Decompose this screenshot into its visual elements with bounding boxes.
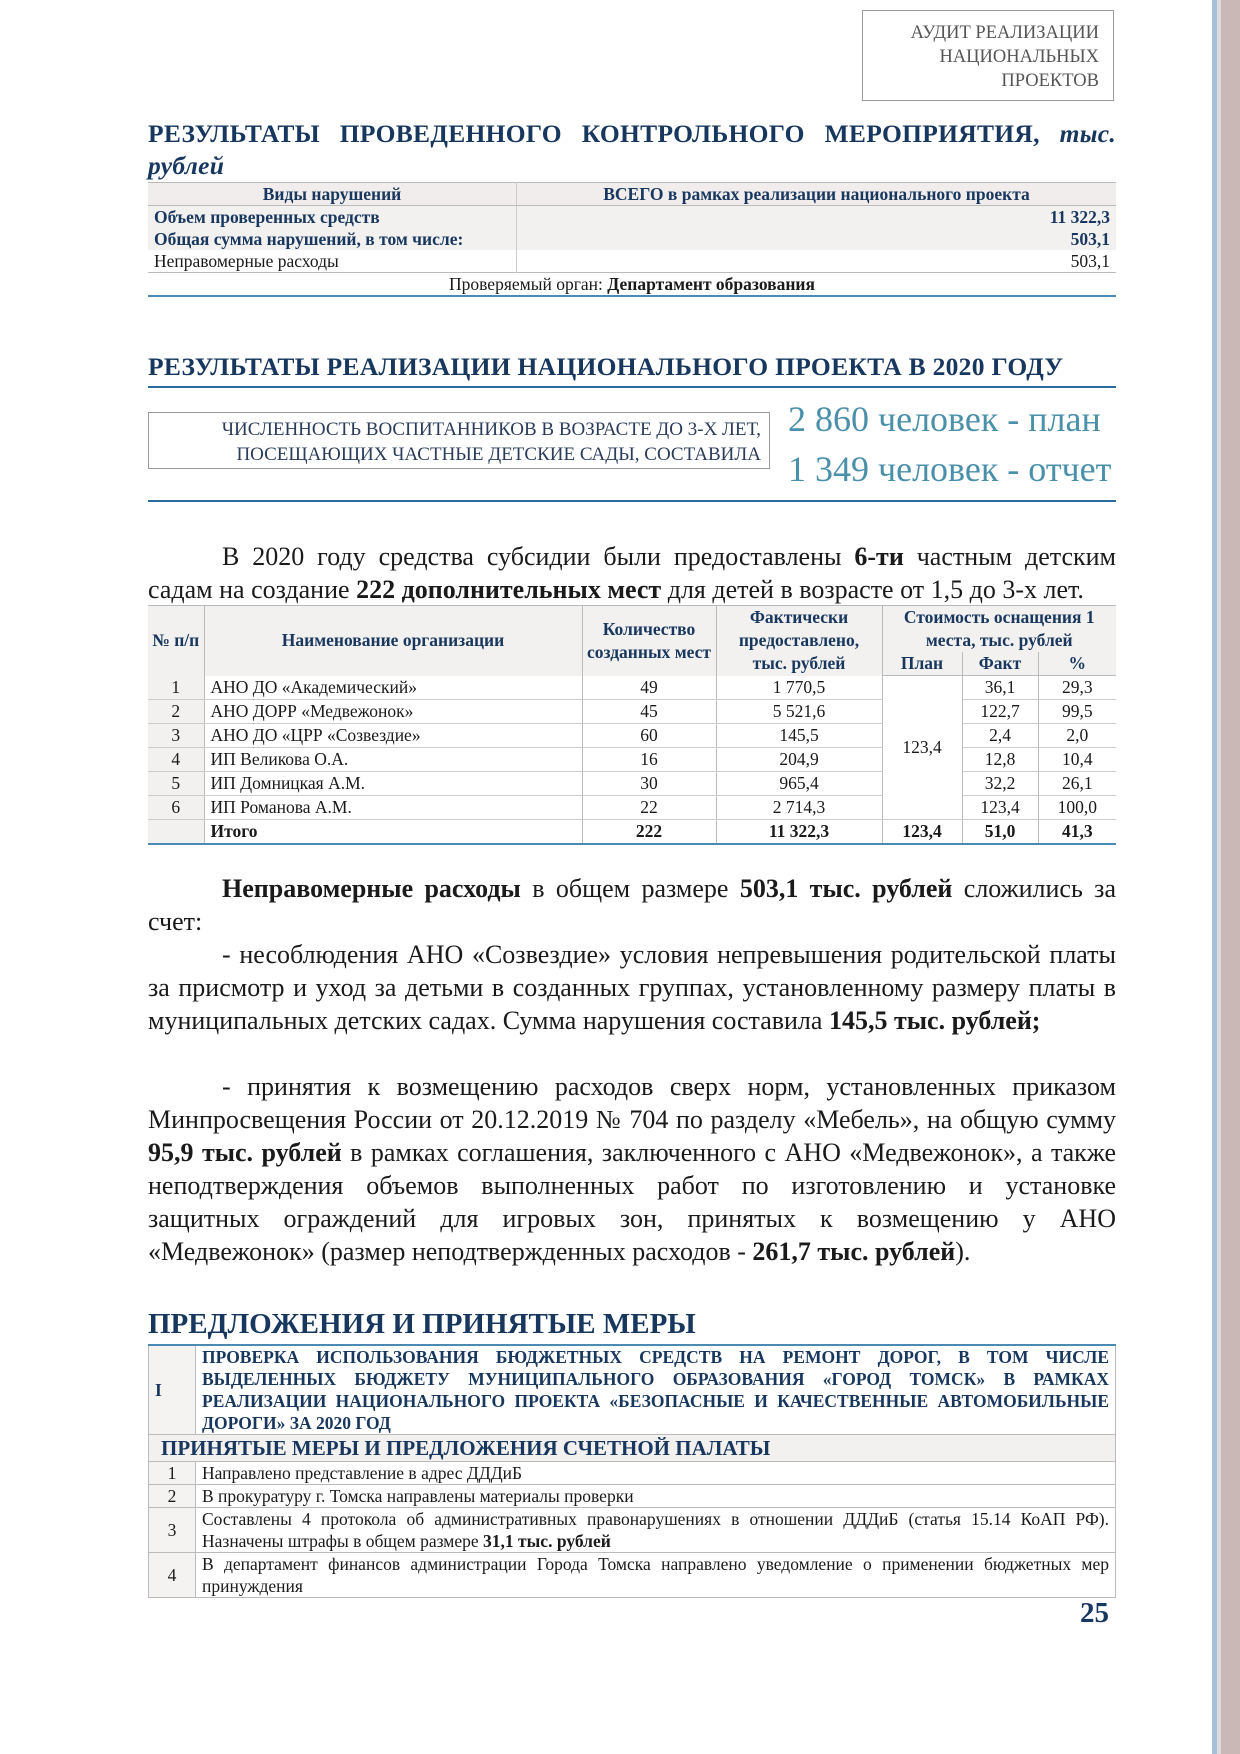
- intro-text-2: частным детским садам на создание: [148, 542, 1116, 604]
- item-fine-amount: 31,1 тыс. рублей: [483, 1531, 611, 1551]
- cell-name: ИП Великова О.А.: [204, 748, 582, 772]
- cell-no-empty: [148, 820, 204, 845]
- item-text: [196, 1508, 1116, 1553]
- violation-2-amount-2: 261,7 тыс. рублей: [752, 1237, 956, 1266]
- item-text: Направлено представление в адрес ДДДиБ: [196, 1462, 1116, 1485]
- cell-actual: 5 521,6: [716, 700, 882, 724]
- page-edge-decoration: [1212, 0, 1240, 1754]
- violations-bold-1: Неправомерные расходы: [222, 874, 521, 903]
- cell-count: 49: [582, 676, 716, 700]
- measures-table: [148, 1344, 1116, 1598]
- cell-actual: 2 714,3: [716, 796, 882, 820]
- item-number: 1: [149, 1462, 196, 1485]
- cell-no: 1: [148, 676, 204, 700]
- item-number: 4: [149, 1553, 196, 1598]
- stat-fact: 1 349 человек - отчет: [788, 449, 1112, 489]
- row-label: Общая сумма нарушений, в том числе:: [148, 228, 517, 250]
- cell-name: ИП Домницкая А.М.: [204, 772, 582, 796]
- item-text: В прокуратуру г. Томска направлены материалы проверки: [196, 1485, 1116, 1508]
- col-places-count: Количество созданных мест: [582, 606, 716, 676]
- cell-no: 5: [148, 772, 204, 796]
- cell-pct: 100,0: [1038, 796, 1116, 820]
- col-violation-types: Виды нарушений: [148, 183, 517, 206]
- stat-line-1: ЧИСЛЕННОСТЬ ВОСПИТАННИКОВ В ВОЗРАСТЕ ДО 3-Х ЛЕТ,: [221, 419, 761, 440]
- control-results-table: [148, 182, 1116, 297]
- total-row: [148, 820, 1116, 845]
- col-total: ВСЕГО в рамках реализации национального проекта: [517, 183, 1117, 206]
- section-text: ПРОВЕРКА ИСПОЛЬЗОВАНИЯ БЮДЖЕТНЫХ СРЕДСТВ НА РЕМОНТ ДОРОГ, В ТОМ ЧИСЛЕ ВЫДЕЛЕННЫХ БЮДЖЕТУ МУНИЦИПАЛЬНОГО ОБРАЗОВАНИЯ «ГОРОД ТОМСК» В РАМКАХ РЕАЛИЗАЦИИ НАЦИОНАЛЬНОГО ПРОЕКТА «БЕЗОПАСНЫЕ И КАЧЕСТВЕННЫЕ АВТОМОБИЛЬНЫЕ ДОРОГИ» ЗА 2020 ГОД: [196, 1345, 1116, 1435]
- table-row: [148, 206, 1116, 229]
- intro-paragraph: [148, 540, 1116, 606]
- row-value: 503,1: [1070, 229, 1110, 249]
- cell-actual: 1 770,5: [716, 676, 882, 700]
- total-pct: 41,3: [1038, 820, 1116, 845]
- page-number: 25: [1080, 1597, 1109, 1629]
- control-title-unit: тыс. рублей: [148, 119, 1116, 180]
- cell-fact: 32,2: [962, 772, 1038, 796]
- col-plan: План: [882, 652, 962, 676]
- row-value: 503,1: [1070, 251, 1110, 271]
- cell-count: 60: [582, 724, 716, 748]
- cell-count: 16: [582, 748, 716, 772]
- cell-no: 2: [148, 700, 204, 724]
- intro-text-1: В 2020 году средства субсидии были предоставлены: [222, 542, 855, 571]
- violations-text-1: в общем размере: [520, 874, 740, 903]
- row-label: Неправомерные расходы: [148, 250, 517, 273]
- list-item: [149, 1462, 1116, 1485]
- violation-2-amount: 95,9 тыс. рублей: [148, 1138, 342, 1167]
- item-text: В департамент финансов администрации Города Томска направлено уведомление о применении бюджетных мер принуждения: [196, 1553, 1116, 1598]
- edge-stripe-grey: [1217, 0, 1221, 1754]
- cell-actual: 145,5: [716, 724, 882, 748]
- violation-1-text: - несоблюдения АНО «Созвездие» условия непревышения родительской платы за присмотр и уход за детьми в созданных группах, установленному размеру платы в муниципальных детских садах. Сумма нарушения составила: [148, 940, 1116, 1035]
- total-label: Итого: [204, 820, 582, 845]
- col-percent: %: [1038, 652, 1116, 676]
- violation-2-text-cont: в рамках соглашения, заключенного с АНО «Медвежонок», а также неподтверждения объемов выполненных работ по изготовлению и установке защитных ограждений для игровых зон, принятых к возмещению у АНО «Медвежонок» (размер неподтвержденных расходов -: [148, 1138, 1116, 1266]
- col-fact: Факт: [962, 652, 1038, 676]
- col-equipment-cost: Стоимость оснащения 1 места, тыс. рублей: [882, 606, 1116, 653]
- cell-actual: 965,4: [716, 772, 882, 796]
- cell-count: 30: [582, 772, 716, 796]
- cell-count: 22: [582, 796, 716, 820]
- header-line-2: НАЦИОНАЛЬНЫХ: [939, 47, 1099, 67]
- item-text-main: Составлены 4 протокола об административных правонарушениях в отношении ДДДиБ (статья 15.14 КоАП РФ). Назначены штрафы в общем размере: [202, 1509, 1109, 1551]
- control-title-text: РЕЗУЛЬТАТЫ ПРОВЕДЕННОГО КОНТРОЛЬНОГО МЕРОПРИЯТИЯ,: [148, 119, 1040, 148]
- stat-plan: 2 860 человек - план: [788, 399, 1101, 439]
- control-section-title: [148, 118, 1116, 182]
- cell-name: АНО ДО «ЦРР «Созвездие»: [204, 724, 582, 748]
- total-actual: 11 322,3: [716, 820, 882, 845]
- title-underline: [148, 386, 1116, 388]
- results-section-title: РЕЗУЛЬТАТЫ РЕАЛИЗАЦИИ НАЦИОНАЛЬНОГО ПРОЕКТА В 2020 ГОДУ: [148, 352, 1064, 381]
- section-number: I: [149, 1345, 196, 1435]
- stat-line-2: ПОСЕЩАЮЩИХ ЧАСТНЫЕ ДЕТСКИЕ САДЫ, СОСТАВИЛА: [236, 444, 761, 465]
- cell-pct: 29,3: [1038, 676, 1116, 700]
- running-header: [862, 10, 1114, 101]
- col-actual-amount: Фактически предоставлено, тыс. рублей: [716, 606, 882, 676]
- table-row: [148, 676, 1116, 700]
- total-count: 222: [582, 820, 716, 845]
- total-fact: 51,0: [962, 820, 1038, 845]
- cell-fact: 36,1: [962, 676, 1038, 700]
- row-label: Объем проверенных средств: [148, 206, 517, 229]
- measures-section-title: ПРЕДЛОЖЕНИЯ И ПРИНЯТЫЕ МЕРЫ: [148, 1308, 696, 1340]
- total-plan: 123,4: [882, 820, 962, 845]
- cell-count: 45: [582, 700, 716, 724]
- col-no: № п/п: [148, 606, 204, 676]
- violations-intro: [148, 872, 1116, 938]
- audited-body-label: Проверяемый орган:: [449, 274, 603, 294]
- intro-bold-1: 6-ти: [854, 542, 904, 571]
- audited-body-name: Департамент образования: [607, 274, 815, 294]
- cell-plan-merged: 123,4: [882, 676, 962, 820]
- measures-subtitle: ПРИНЯТЫЕ МЕРЫ И ПРЕДЛОЖЕНИЯ СЧЕТНОЙ ПАЛАТЫ: [149, 1435, 1116, 1462]
- violation-2-end: ).: [955, 1237, 971, 1266]
- organizations-table: [148, 605, 1116, 845]
- cell-pct: 99,5: [1038, 700, 1116, 724]
- cell-fact: 123,4: [962, 796, 1038, 820]
- table-row: [148, 273, 1116, 297]
- cell-no: 4: [148, 748, 204, 772]
- item-number: 3: [149, 1508, 196, 1553]
- header-line-1: АУДИТ РЕАЛИЗАЦИИ: [910, 23, 1099, 43]
- violations-bold-2: 503,1 тыс. рублей: [739, 874, 953, 903]
- table-row: [148, 724, 1116, 748]
- list-item: [149, 1485, 1116, 1508]
- stat-underline: [148, 500, 1116, 502]
- row-value: 11 322,3: [1049, 207, 1110, 227]
- cell-name: АНО ДОРР «Медвежонок»: [204, 700, 582, 724]
- item-number: 2: [149, 1485, 196, 1508]
- table-row: [148, 250, 1116, 273]
- table-row: [148, 796, 1116, 820]
- cell-pct: 10,4: [1038, 748, 1116, 772]
- cell-name: ИП Романова А.М.: [204, 796, 582, 820]
- intro-text-3: для детей в возрасте от 1,5 до 3-х лет.: [661, 575, 1084, 604]
- table-row: [148, 700, 1116, 724]
- violation-item-1: [148, 938, 1116, 1037]
- cell-no: 6: [148, 796, 204, 820]
- cell-name: АНО ДО «Академический»: [204, 676, 582, 700]
- table-row: [148, 748, 1116, 772]
- subheader-row: [149, 1435, 1116, 1462]
- cell-pct: 2,0: [1038, 724, 1116, 748]
- cell-actual: 204,9: [716, 748, 882, 772]
- stat-box: [148, 412, 770, 469]
- list-item: [149, 1553, 1116, 1598]
- col-org-name: Наименование организации: [204, 606, 582, 676]
- cell-fact: 12,8: [962, 748, 1038, 772]
- section-row: [149, 1345, 1116, 1435]
- cell-no: 3: [148, 724, 204, 748]
- intro-bold-2: 222 дополнительных мест: [356, 575, 662, 604]
- violation-2-text: - принятия к возмещению расходов сверх норм, установленных приказом Минпросвещения России от 20.12.2019 № 704 по разделу «Мебель», на общую сумму: [148, 1072, 1116, 1134]
- violation-item-2: [148, 1070, 1116, 1268]
- cell-fact: 2,4: [962, 724, 1038, 748]
- cell-pct: 26,1: [1038, 772, 1116, 796]
- list-item: [149, 1508, 1116, 1553]
- header-line-3: ПРОЕКТОВ: [1001, 71, 1099, 91]
- audited-body: [148, 273, 1116, 297]
- violation-1-amount: 145,5 тыс. рублей;: [828, 1006, 1041, 1035]
- table-row: [148, 772, 1116, 796]
- cell-fact: 122,7: [962, 700, 1038, 724]
- table-row: [148, 228, 1116, 250]
- violations-text-2: сложились за счет:: [148, 874, 1116, 936]
